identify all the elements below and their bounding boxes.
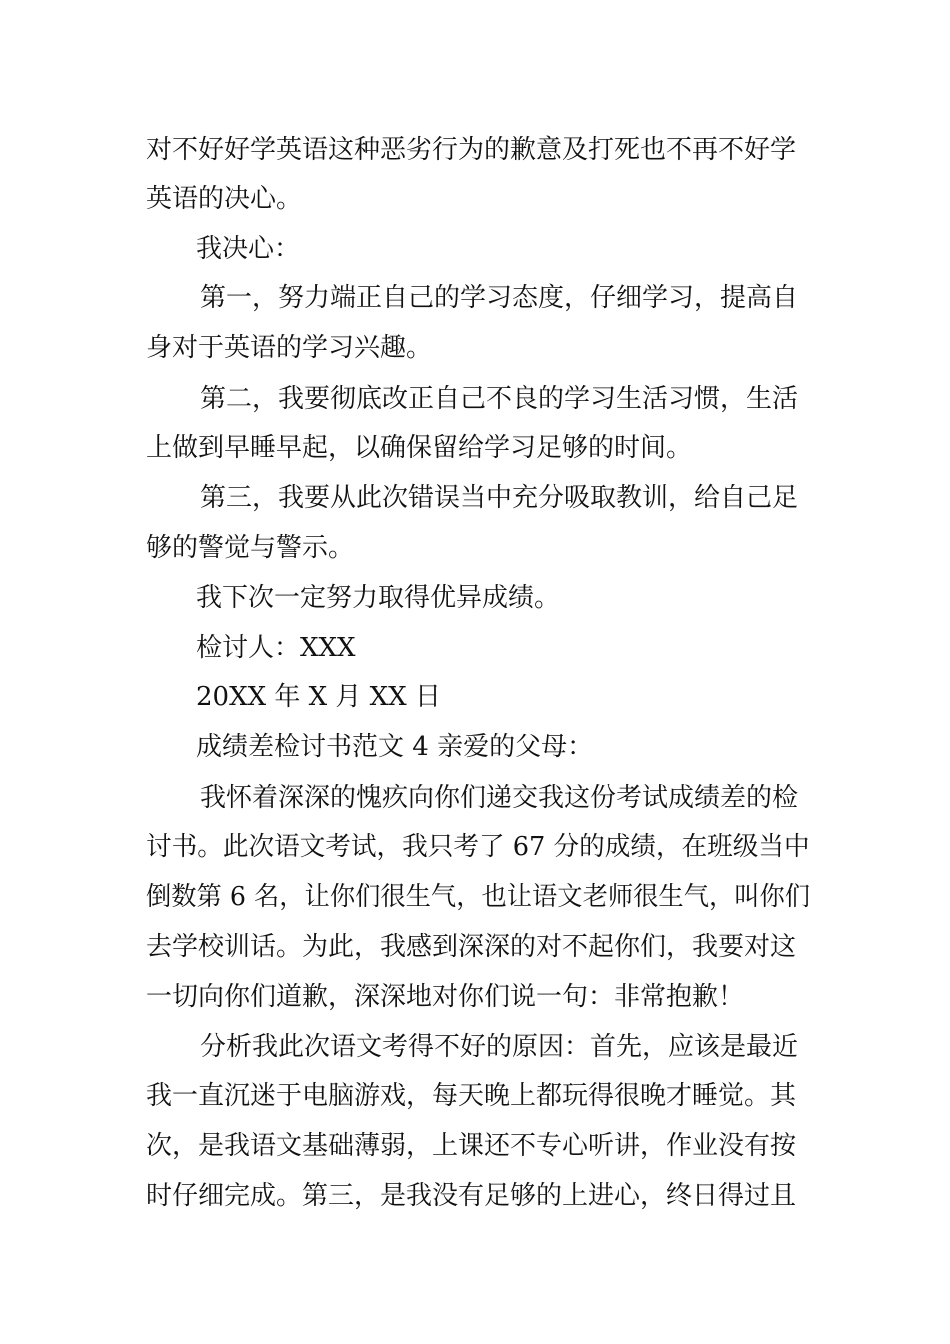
text-line: 倒数第 6 名，让你们很生气，也让语文老师很生气，叫你们 bbox=[146, 882, 811, 912]
text-line: 对不好好学英语这种恶劣行为的歉意及打死也不再不好学 bbox=[146, 135, 797, 165]
signature-line: 检讨人：XXX bbox=[196, 633, 356, 663]
text-line: 够的警觉与警示。 bbox=[146, 533, 355, 563]
text-line: 我下次一定努力取得优异成绩。 bbox=[196, 583, 561, 613]
text-line: 第二，我要彻底改正自己不良的学习生活习惯，生活 bbox=[200, 384, 799, 414]
text-line: 去学校训话。为此，我感到深深的对不起你们，我要对这 bbox=[146, 932, 797, 962]
text-line: 我一直沉迷于电脑游戏，每天晚上都玩得很晚才睡觉。其 bbox=[146, 1081, 797, 1111]
section-heading: 成绩差检讨书范文 4 亲爱的父母： bbox=[196, 732, 594, 762]
text-line: 分析我此次语文考得不好的原因：首先，应该是最近 bbox=[200, 1032, 799, 1062]
text-line: 英语的决心。 bbox=[146, 184, 303, 214]
text-line: 身对于英语的学习兴趣。 bbox=[146, 333, 433, 363]
text-line: 讨书。此次语文考试，我只考了 67 分的成绩，在班级当中 bbox=[146, 832, 810, 862]
text-line: 我怀着深深的愧疚向你们递交我这份考试成绩差的检 bbox=[200, 783, 799, 813]
text-line: 我决心： bbox=[196, 234, 301, 264]
text-line: 第一，努力端正自己的学习态度，仔细学习，提高自 bbox=[200, 283, 799, 313]
date-line: 20XX 年 X 月 XX 日 bbox=[196, 682, 441, 712]
text-line: 时仔细完成。第三，是我没有足够的上进心，终日得过且 bbox=[146, 1181, 797, 1211]
text-line: 一切向你们道歉，深深地对你们说一句：非常抱歉！ bbox=[146, 982, 745, 1012]
text-line: 次，是我语文基础薄弱，上课还不专心听讲，作业没有按 bbox=[146, 1131, 797, 1161]
text-line: 上做到早睡早起，以确保留给学习足够的时间。 bbox=[146, 433, 693, 463]
text-line: 第三，我要从此次错误当中充分吸取教训，给自己足 bbox=[200, 483, 799, 513]
